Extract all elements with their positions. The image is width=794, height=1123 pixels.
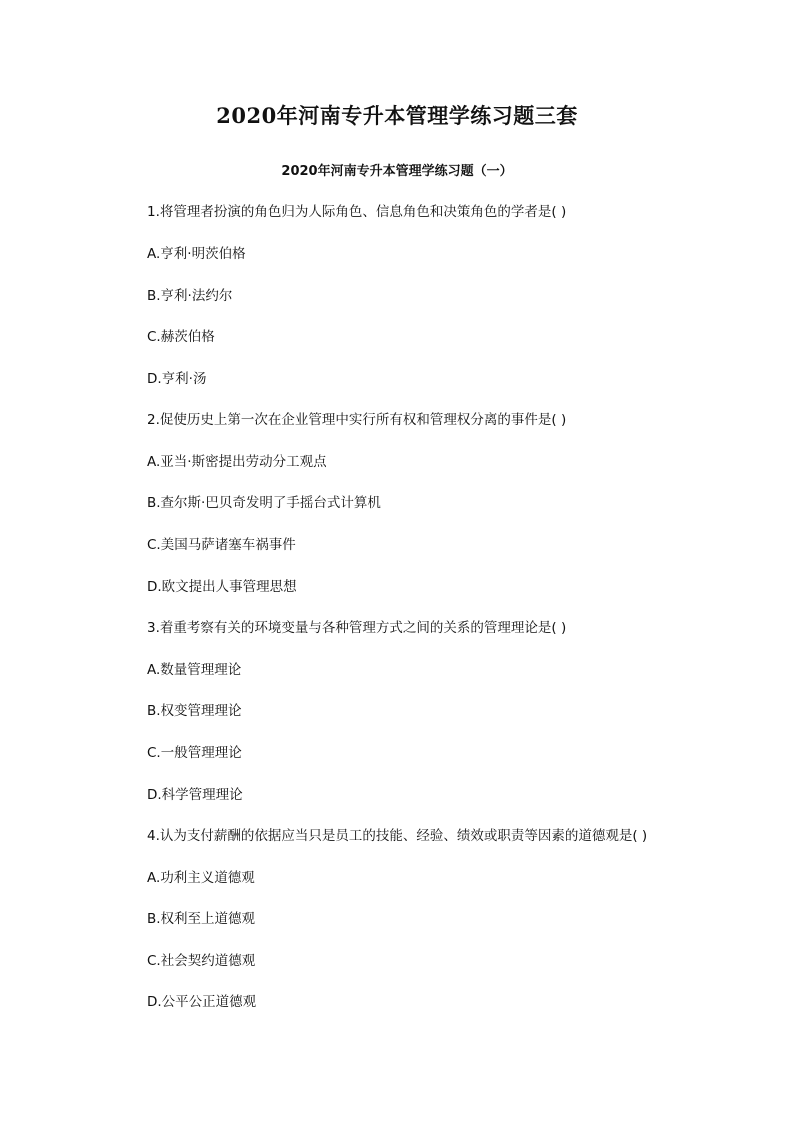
answer-option: A.亚当·斯密提出劳动分工观点 [147,454,327,470]
answer-option: B.查尔斯·巴贝奇发明了手摇台式计算机 [147,495,381,511]
question-stem: 2.促使历史上第一次在企业管理中实行所有权和管理权分离的事件是( ) [147,412,567,428]
answer-option: C.一般管理理论 [147,745,242,761]
answer-option: D.欧文提出人事管理思想 [147,579,297,595]
answer-option: D.科学管理理论 [147,787,243,803]
answer-option: C.美国马萨诸塞车祸事件 [147,537,296,553]
section-title: 2020年河南专升本管理学练习题（一） [281,164,513,179]
answer-option: D.亨利·汤 [147,371,207,387]
question-stem: 3.着重考察有关的环境变量与各种管理方式之间的关系的管理理论是( ) [147,620,567,636]
answer-option: A.亨利·明茨伯格 [147,246,246,262]
answer-option: A.功利主义道德观 [147,870,255,886]
answer-option: B.亨利·法约尔 [147,288,233,304]
answer-option: B.权利至上道德观 [147,911,256,927]
question-stem: 4.认为支付薪酬的依据应当只是员工的技能、经验、绩效或职责等因素的道德观是( ) [147,828,648,844]
answer-option: A.数量管理理论 [147,662,242,678]
answer-option: C.赫茨伯格 [147,329,215,345]
answer-option: C.社会契约道德观 [147,953,256,969]
answer-option: D.公平公正道德观 [147,994,257,1010]
answer-option: B.权变管理理论 [147,703,242,719]
document-title: 2020年河南专升本管理学练习题三套 [216,103,578,128]
question-stem: 1.将管理者扮演的角色归为人际角色、信息角色和决策角色的学者是( ) [147,204,567,220]
